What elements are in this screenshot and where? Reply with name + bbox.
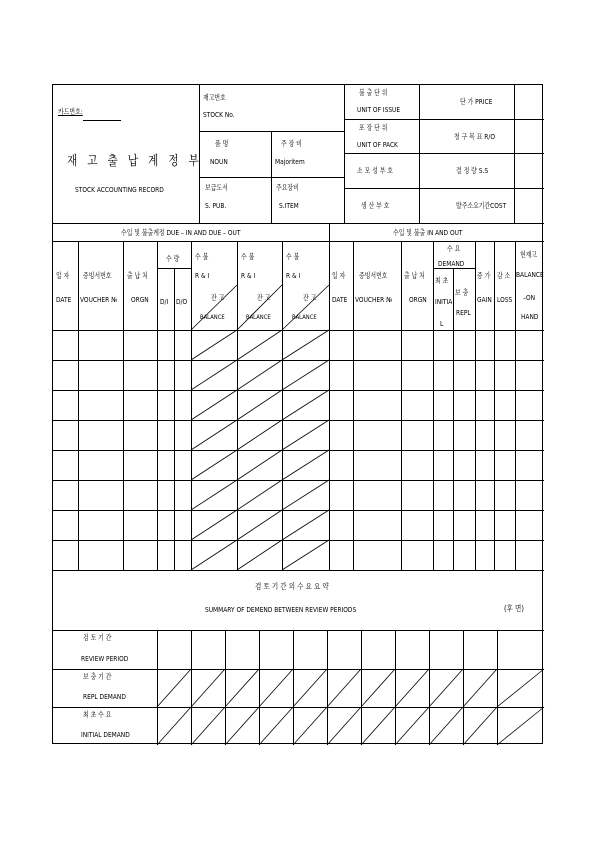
cost-label: 발주소요기간COST: [456, 201, 507, 210]
summary-cell-slash: [293, 707, 327, 745]
col-voucher-ko: 증빙서번호: [83, 271, 112, 280]
stock-accounting-form: [52, 84, 543, 744]
summary-title-en: SUMMARY OF DEMEND BETWEEN REVIEW PERIODS: [205, 605, 357, 614]
col-receipt-ko-2: 수 불: [241, 252, 255, 261]
summary-cell-slash: [259, 707, 293, 745]
col-ri-2: R & I: [241, 271, 256, 280]
col-gain-en: GAIN: [477, 295, 492, 304]
col-orgn-en-right: ORGN: [409, 295, 427, 304]
summary-cell-slash: [429, 669, 463, 707]
summary-back-note: (후 면): [504, 604, 524, 613]
due-in-due-out-heading: 수입 및 불출계정 DUE – IN AND DUE – OUT: [121, 228, 241, 237]
summary-cell-slash: [225, 707, 259, 745]
col-date-en-right: DATE: [332, 295, 348, 304]
unit-of-issue-label: 불 출 단 위: [359, 88, 388, 97]
col-onhand-en: BALANCE: [516, 270, 544, 279]
col-initial-ko: 최 초: [435, 276, 449, 285]
form-title: 재 고 출 납 계 정 부: [67, 154, 203, 169]
summary-cell-slash: [191, 707, 225, 745]
majoritem-label-en: Majoritem: [275, 157, 305, 166]
summary-cell-slash: [293, 669, 327, 707]
col-balance-ko-3: 잔 고: [303, 293, 317, 302]
sitem-label: 주요장비: [276, 183, 299, 192]
initial-demand-label-en: INITIAL DEMAND: [81, 730, 130, 739]
pub-label: 보급도서: [205, 183, 228, 192]
sitem-label-en: S.ITEM: [279, 201, 299, 210]
manufacture-code-label: 생 산 부 호: [361, 201, 390, 210]
card-number-label: 카드번호:: [58, 107, 83, 116]
summary-cell-slash: [463, 707, 497, 745]
col-ri-1: R & I: [195, 271, 210, 280]
col-balance-en-3: BALANCE: [292, 313, 317, 321]
review-period-label-en: REVIEW PERIOD: [81, 654, 129, 663]
stock-no-label-en: STOCK No.: [203, 110, 235, 119]
col-initial-en-2: L: [440, 319, 444, 328]
summary-cell-slash: [463, 669, 497, 707]
col-receipt-ko-1: 수 불: [195, 252, 209, 261]
summary-cell-slash: [361, 669, 395, 707]
col-balance-ko-1: 잔 고: [211, 293, 225, 302]
ss-label: 결 정 량 S.S: [456, 166, 489, 175]
col-ri-3: R & I: [286, 271, 301, 280]
col-loss-ko: 감 소: [497, 271, 511, 280]
col-onhand-en-2: –ON: [523, 293, 536, 302]
unit-of-pack-label-en: UNIT OF PACK: [357, 140, 398, 149]
summary-cell-slash: [327, 669, 361, 707]
col-orgn-ko: 출 납 처: [127, 271, 148, 280]
col-balance-en-1: BALANCE: [200, 313, 225, 321]
majoritem-label: 주 장 비: [281, 139, 302, 148]
summary-cell-slash: [327, 707, 361, 745]
ro-label: 청 구 목 표 R/O: [454, 132, 495, 141]
col-repl-en: REPL: [456, 308, 471, 317]
noun-label-en: NOUN: [210, 157, 228, 166]
col-gain-ko: 증 가: [477, 271, 491, 280]
summary-cell-slash: [497, 707, 544, 745]
summary-title: 검 토 기 간 의 수 요 요 약: [255, 582, 329, 591]
col-date-ko-right: 일 자: [332, 271, 346, 280]
col-orgn-ko-right: 출 납 처: [404, 271, 425, 280]
repl-demand-label-en: REPL DEMAND: [83, 692, 126, 701]
unit-of-pack-label: 포 장 단 위: [359, 123, 388, 132]
summary-cell-slash: [361, 707, 395, 745]
summary-cell-slash: [429, 707, 463, 745]
col-do: D/O: [176, 297, 188, 306]
col-date-ko: 일 자: [56, 271, 70, 280]
col-onhand-ko: 현재고: [520, 250, 538, 259]
col-voucher-ko-right: 증빙서번호: [359, 271, 388, 280]
col-orgn-en: ORGN: [131, 295, 149, 304]
col-onhand-en-3: HAND: [521, 312, 539, 321]
col-balance-en-2: BALANCE: [246, 313, 271, 321]
summary-cell-slash: [395, 707, 429, 745]
col-voucher-en: VOUCHER №: [80, 295, 118, 304]
unit-of-issue-label-en: UNIT OF ISSUE: [357, 105, 401, 114]
consumable-code-label: 소 모 성 부 호: [357, 166, 393, 175]
col-qty-ko: 수 량: [166, 254, 180, 263]
review-period-label: 검 토 기 간: [83, 633, 112, 642]
col-di: D/I: [160, 297, 169, 306]
col-balance-ko-2: 잔 고: [257, 293, 271, 302]
repl-demand-label: 보 충 기 간: [83, 672, 112, 681]
in-and-out-heading: 수입 및 불출 IN AND OUT: [393, 228, 463, 237]
summary-cell-slash: [191, 669, 225, 707]
summary-cell-slash: [157, 669, 191, 707]
col-demand-en: DEMAND: [438, 259, 465, 268]
summary-cell-slash: [157, 707, 191, 745]
summary-cell-slash: [225, 669, 259, 707]
summary-cell-slash: [259, 669, 293, 707]
summary-diagonals: [53, 85, 544, 745]
noun-label: 품 명: [215, 139, 229, 148]
col-receipt-ko-3: 수 불: [286, 252, 300, 261]
pub-label-en: S. PUB.: [205, 201, 227, 210]
col-voucher-en-right: VOUCHER №: [355, 295, 393, 304]
col-loss-en: LOSS: [497, 295, 513, 304]
summary-cell-slash: [395, 669, 429, 707]
stock-no-label: 재고번호: [203, 93, 226, 102]
summary-cell-slash: [497, 669, 544, 707]
col-date-en: DATE: [56, 295, 72, 304]
form-title-en: STOCK ACCOUNTING RECORD: [75, 185, 164, 194]
col-demand-ko: 수 요: [447, 244, 461, 253]
price-label: 단 가 PRICE: [460, 97, 493, 106]
initial-demand-label: 최 초 수 요: [83, 710, 112, 719]
col-repl-ko: 보 충: [455, 288, 469, 297]
col-initial-en: INITIA: [435, 297, 453, 306]
